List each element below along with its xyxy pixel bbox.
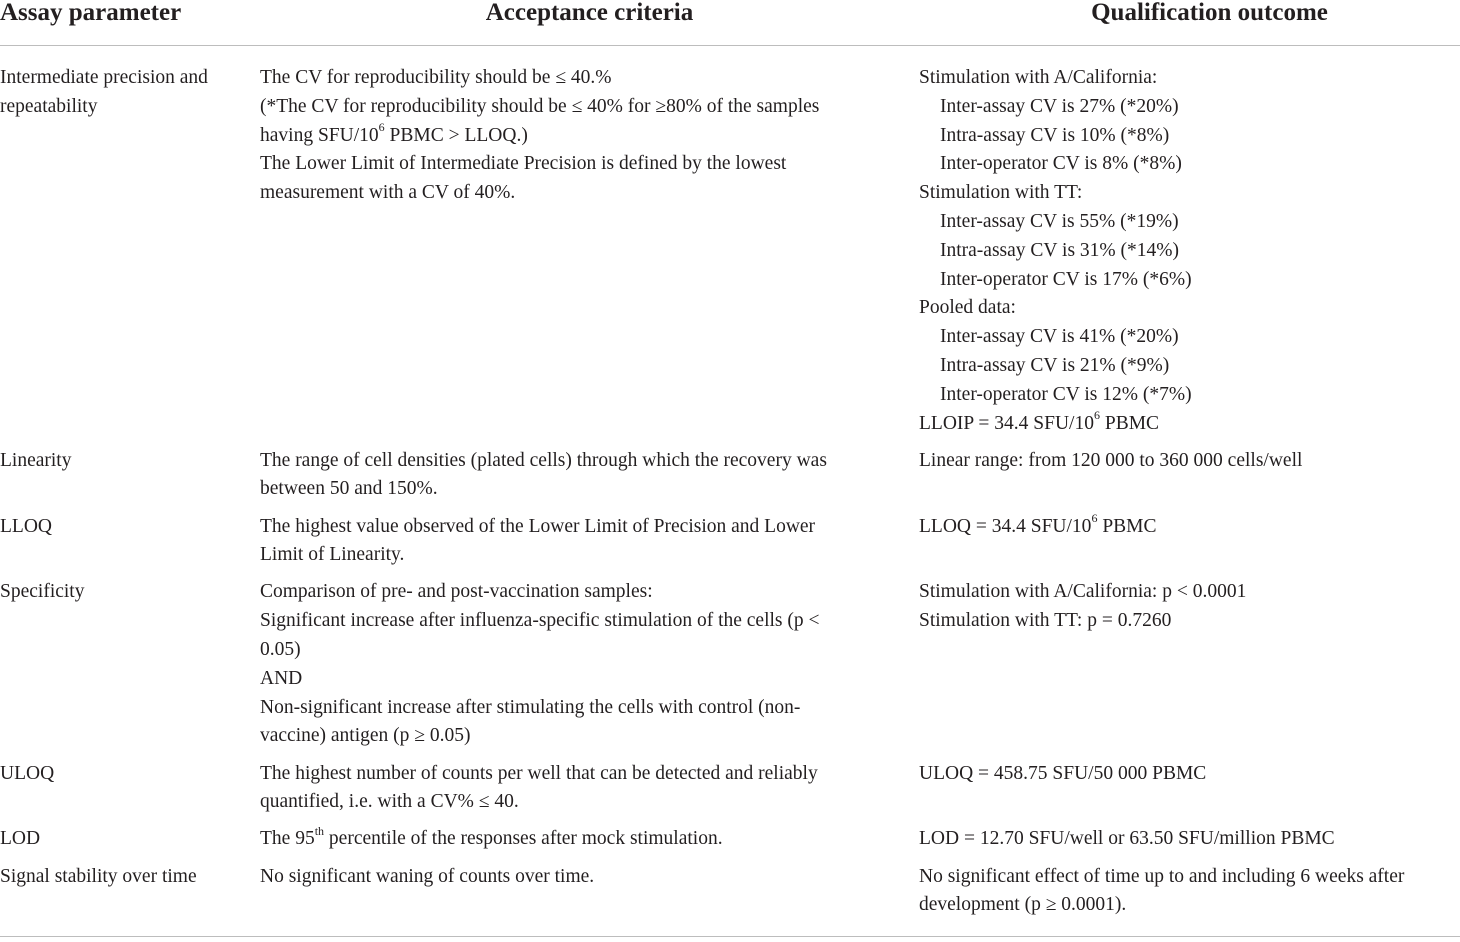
header-assay-parameter: Assay parameter bbox=[0, 0, 260, 46]
outcome-cell: LOD = 12.70 SFU/well or 63.50 SFU/million PBMC bbox=[919, 828, 1335, 850]
outcome-item: Inter-assay CV is 41% (*20%) bbox=[940, 326, 1179, 348]
outcome-group-heading: Stimulation with TT: bbox=[919, 182, 1083, 204]
criteria-text: (*The CV for reproducibility should be ≤ 40% for ≥80% of the samples bbox=[260, 95, 820, 117]
criteria-cell bbox=[260, 825, 919, 862]
superscript: 6 bbox=[1093, 408, 1100, 423]
outcome-text-part: LLOQ = 34.4 SFU/10 bbox=[919, 515, 1092, 537]
parameter-cell: LOD bbox=[0, 828, 41, 850]
outcome-item: Intra-assay CV is 31% (*14%) bbox=[940, 239, 1180, 261]
parameter-text: repeatability bbox=[0, 95, 98, 117]
criteria-text: The range of cell densities (plated cells) through which the recovery was bbox=[260, 449, 827, 471]
table-header bbox=[0, 0, 1460, 46]
superscript: th bbox=[314, 823, 325, 838]
outcome-text: Stimulation with A/California: p < 0.0001 bbox=[919, 581, 1247, 603]
criteria-text: AND bbox=[260, 667, 303, 689]
outcome-cell bbox=[919, 513, 1460, 579]
table-row bbox=[0, 825, 1460, 862]
parameter-cell: Specificity bbox=[0, 581, 85, 603]
outcome-text: Stimulation with TT: p = 0.7260 bbox=[919, 610, 1172, 632]
outcome-item: Inter-operator CV is 8% (*8%) bbox=[940, 153, 1182, 175]
outcome-cell: Linear range: from 120 000 to 360 000 cells/well bbox=[919, 449, 1303, 471]
outcome-item: Intra-assay CV is 10% (*8%) bbox=[940, 124, 1170, 146]
criteria-text: Comparison of pre- and post-vaccination samples: bbox=[260, 581, 653, 603]
outcome-item: Inter-assay CV is 55% (*19%) bbox=[940, 210, 1179, 232]
table-row bbox=[0, 46, 1460, 447]
outcome-cell bbox=[919, 863, 1460, 937]
parameter-cell: Signal stability over time bbox=[0, 863, 260, 937]
outcome-item: Inter-assay CV is 27% (*20%) bbox=[940, 95, 1179, 117]
criteria-cell: No significant waning of counts over time. bbox=[260, 863, 919, 937]
parameter-cell: Linearity bbox=[0, 449, 72, 471]
table-row bbox=[0, 760, 1460, 826]
criteria-text: between 50 and 150%. bbox=[260, 478, 438, 500]
header-acceptance-criteria: Acceptance criteria bbox=[260, 0, 919, 46]
outcome-text-part: LLOIP = 34.4 SFU/10 bbox=[919, 412, 1094, 434]
superscript: 6 bbox=[1091, 511, 1098, 526]
outcome-cell bbox=[919, 578, 1460, 759]
table-row bbox=[0, 863, 1460, 937]
outcome-group-heading: Stimulation with A/California: bbox=[919, 67, 1158, 88]
criteria-text: quantified, i.e. with a CV% ≤ 40. bbox=[260, 791, 519, 813]
parameter-cell bbox=[0, 46, 260, 447]
criteria-text: Limit of Linearity. bbox=[260, 544, 405, 566]
parameter-cell: ULOQ bbox=[0, 762, 55, 784]
criteria-text: Significant increase after influenza-specific stimulation of the cells (p < bbox=[260, 610, 820, 632]
parameter-cell: LLOQ bbox=[0, 515, 52, 537]
table-row bbox=[0, 578, 1460, 759]
criteria-text bbox=[260, 122, 913, 151]
criteria-text-part: PBMC > LLOQ.) bbox=[384, 124, 528, 146]
criteria-text: vaccine) antigen (p ≥ 0.05) bbox=[260, 725, 471, 747]
outcome-cell bbox=[919, 46, 1460, 447]
criteria-cell bbox=[260, 513, 919, 579]
outcome-group-heading: Pooled data: bbox=[919, 297, 1016, 319]
criteria-cell bbox=[260, 760, 919, 826]
outcome-text-part: PBMC bbox=[1097, 515, 1157, 537]
criteria-text: The Lower Limit of Intermediate Precision is defined by the lowest bbox=[260, 153, 787, 175]
criteria-text: The CV for reproducibility should be ≤ 40.% bbox=[260, 67, 612, 88]
criteria-text: The highest value observed of the Lower Limit of Precision and Lower bbox=[260, 515, 816, 537]
parameter-text: Intermediate precision and bbox=[0, 67, 208, 88]
criteria-text-part: having SFU/10 bbox=[260, 124, 379, 146]
outcome-item: Intra-assay CV is 21% (*9%) bbox=[940, 354, 1170, 376]
outcome-text: No significant effect of time up to and including 6 weeks after bbox=[919, 865, 1405, 887]
outcome-cell: ULOQ = 458.75 SFU/50 000 PBMC bbox=[919, 762, 1207, 784]
criteria-text: Non-significant increase after stimulating the cells with control (non- bbox=[260, 696, 801, 718]
table-row bbox=[0, 447, 1460, 513]
criteria-cell bbox=[260, 447, 919, 513]
outcome-text: development (p ≥ 0.0001). bbox=[919, 894, 1127, 916]
table-row bbox=[0, 513, 1460, 579]
criteria-cell bbox=[260, 578, 919, 759]
superscript: 6 bbox=[378, 120, 385, 135]
criteria-text: 0.05) bbox=[260, 639, 301, 661]
outcome-item: Inter-operator CV is 17% (*6%) bbox=[940, 268, 1192, 290]
criteria-text-part: The 95 bbox=[260, 828, 315, 850]
criteria-text: measurement with a CV of 40%. bbox=[260, 182, 516, 204]
header-qualification-outcome: Qualification outcome bbox=[919, 0, 1460, 46]
criteria-cell bbox=[260, 46, 919, 447]
criteria-text: The highest number of counts per well that can be detected and reliably bbox=[260, 762, 818, 784]
outcome-item: Inter-operator CV is 12% (*7%) bbox=[940, 383, 1192, 405]
outcome-text-part: PBMC bbox=[1099, 412, 1160, 434]
criteria-text-part: percentile of the responses after mock stimulation. bbox=[324, 828, 723, 850]
outcome-text bbox=[919, 410, 1454, 439]
